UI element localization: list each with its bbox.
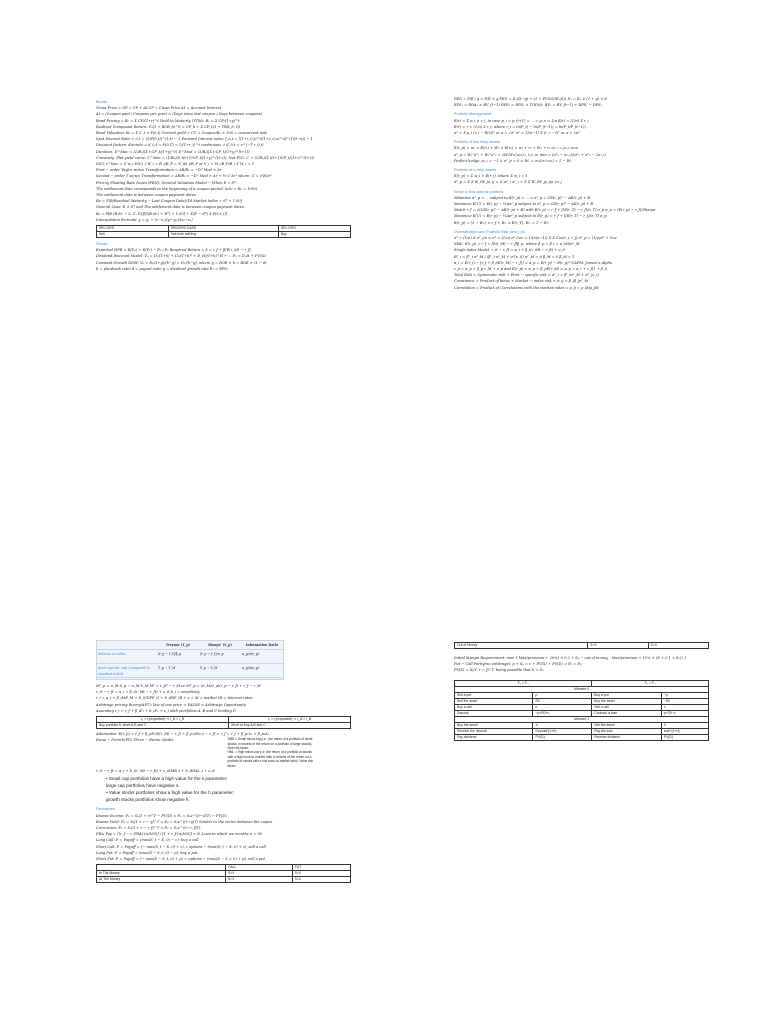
table-cell: Not both sell/buy xyxy=(169,232,279,238)
optimal-formulas xyxy=(454,195,709,226)
table-cell: S0 xyxy=(533,698,592,704)
n-asset-formulas xyxy=(454,173,709,185)
formula-line: Arbitrage pricing theory(APT): law of one price ⇒ FALSE ⇒ Arbitrage Opportunity xyxy=(96,702,246,707)
factor-notes xyxy=(227,737,317,768)
formula-line: Bo = F(B/Residual Maturity − Last Coupon Date)/Σd Market Index + S* + 1.00] xyxy=(96,199,243,204)
formula-line: PEG = P/E / g = P/E × g PEG = E₁/(k−g) + (1 + PVGO/(E₁/k)) D₁ = E₀ × (1 + g) × d xyxy=(454,97,607,101)
arbitrage-table xyxy=(96,716,351,729)
formula-line: Pricing Floating Rate Notes (FRN): General Valuation Model − When E = S*: xyxy=(96,180,238,185)
margin-parity-formulas xyxy=(454,655,709,674)
portfolio-heading: Portfolio Management xyxy=(454,112,492,117)
fama-french-equation: r_it − r_ft = α_i + b_i(r_Mt − r_ft) + s_iSMB_t + h_iHML_t + e_it xyxy=(96,769,215,774)
formula-line: PV(X) = X/(1 + r_f)^T, being possible that X = S₀ xyxy=(454,668,544,673)
formula-line: Constant Growth DDM: V₀ = D₀(1+g)/(k−g) = D₁/(k−g), where g = ROE × b = ROE × (1 − d) xyxy=(96,260,267,265)
formula-line: The settlement date is between coupon payment dates. xyxy=(96,193,197,198)
table-cell: Sell the asset xyxy=(592,722,662,728)
derivatives-formulas xyxy=(96,813,351,863)
bonds-heading: Bonds xyxy=(96,100,107,104)
table-header: Treynor (T_p) xyxy=(157,641,199,650)
table-cell: Pay the loan xyxy=(592,728,662,734)
formula-line: Single index Model: r_it − r_ft = α_i + β_i(r_Mt − r_ft) + e_it xyxy=(454,248,566,253)
table-cell: IRS-CIRS xyxy=(278,226,350,232)
formula-line: E(r) = Σ p_i × r_i, in case p_i = p_(i+1) = ... = p_n ⇒ 1/n E(r) = (1/n) Σ r_i xyxy=(454,118,589,123)
formula-line: Covariance = Product of betas × Market − index risk ⇒ σ_ij = β_iβ_jσ²_M xyxy=(454,279,589,284)
diversification-heading: Diversification and Portfolio Risk (ann.) (s) xyxy=(454,229,525,234)
page-bonds-stocks xyxy=(96,96,351,272)
formula-line: Known Yield: F₀ = S₀(1 + r − q)^T ⇒ F₀ = S₀e^((r−q)T) Similar to the series between the copies xyxy=(96,819,273,824)
table-cell: Relative to index xyxy=(97,650,157,664)
table-cell: S=X xyxy=(225,877,292,883)
formula-line: Second − order T series Transformation = ΔB/B₀ = −D^Mod × Δr + ½·C·Δr² where, C = ∂²B/∂r² xyxy=(96,174,272,179)
formula-line: Currencies: F₀ = S₀(1 + r − r_f)^T ⇒ F₀ = S₀e^((r−r_f)T) xyxy=(96,826,201,831)
formula-line: E(r_p) = w₁ × E(r₁) + W₂ × E(r₂) = w₁ + r₁ + W₂ + r₂ σ₁,₂ = ρ₁,₂ σ₁σ₂ xyxy=(454,146,579,151)
table-cell: Sell the asset xyxy=(455,698,533,704)
formula-line: Put − Call Parity(no arbitrage): p + S₀ = c + PV(X) + PV(D) ⇒ F₀ = F₀; xyxy=(454,662,583,667)
n-asset-heading: Portfolio of n risky assets xyxy=(454,168,497,173)
stocks-formulas xyxy=(96,247,351,272)
table-cell: Deposit xyxy=(455,710,533,716)
formula-line: α_i = E(r_i) − [r_f + β_i(E(r_M) − r_f)] ⇒ α_p = E(r_p) − E(r_p)^CAPM: Jensen's Alpha xyxy=(454,260,612,265)
table-header: Information Ratio xyxy=(241,641,283,650)
formula-line: E(r_p) = (1 − W₁) × r_f + W₁ × E(r_T), W₁ = 1 − W₂ xyxy=(454,220,549,225)
table-cell: Sell xyxy=(97,232,169,238)
table-cell: Receive dividend xyxy=(592,734,662,740)
table-cell: CALL xyxy=(225,865,292,871)
formula-line: E(r) = r = (1/n) Σ r_i, where r_i = ln(P_t) − ln(P_(t−1)) = ln(P_t/P_(t−1)) xyxy=(454,124,586,129)
diversification-formulas xyxy=(454,235,709,291)
table-cell: Buy a put xyxy=(592,692,662,698)
derivatives-heading: Derivatives xyxy=(96,807,115,812)
performance-measures-image xyxy=(96,640,284,680)
table-cell: PV(D) xyxy=(533,734,592,740)
formula-line: r_it − r_ft = α_i + β_i(r_Mt − r_ft) + e_it b_i = sensitivity xyxy=(96,690,200,695)
table-cell: −p+S0+c xyxy=(533,710,592,716)
table-cell: PV(D) xyxy=(661,734,708,740)
two-asset-heading: Portfolio of two risky assets xyxy=(454,140,501,145)
page-performance-derivatives xyxy=(96,640,351,885)
formula-line: Maximize E(U) = E(r_p) − ½Aσ²_p subject to σ²_p = CE(r_p)² − AE(r_p) + B xyxy=(454,202,594,207)
formula-line: FRA_Pay = [(r_f − r_FRA)·(n/360)] / [1 + r_f·(n/360)] × N_Loan in which we months n = 90 xyxy=(96,832,262,837)
table-header: Moment 0 xyxy=(455,686,709,692)
table-cell: X xyxy=(533,722,592,728)
table-cell: Deposit*(1+rf) xyxy=(533,728,592,734)
formula-line: Long Call: P = Payoff = (max(S_t − X, 0) − c); buy a call xyxy=(96,838,199,843)
moneyness-table xyxy=(96,864,351,883)
table-cell: In The Money xyxy=(97,871,226,877)
formula-line: Duration: D^Mac = (1/B₀)(Σ t·CF_t/(1+y)^t) D^Mod = (1/B₀)(Σ t·CF_t/(1+y)^(t+1)) xyxy=(96,149,250,154)
formula-line: General Case: E ≠ S* and The settlement date is between coupon payment dates. xyxy=(96,205,245,210)
table-header: F₀ < F₀ xyxy=(592,680,709,686)
optimal-heading: Steps to find optimal portfolio xyxy=(454,189,503,194)
two-asset-formulas xyxy=(454,145,709,164)
formula-line: Initial Margin Requirement: max { Max(premium + 20%) × 0.2 + S₀ − out of money ; Max(premium + 10% × (S + 0.1 × S₀)) } xyxy=(454,656,687,660)
table-row xyxy=(97,723,351,729)
formula-line: Minimize σ²_p = ... subject to E(r_p) = ... ⇒ σ²_p = CE(r_p)² − AE(r_p) + B xyxy=(454,195,590,200)
out-of-money-table xyxy=(454,642,709,649)
table-cell: Contract a loan xyxy=(592,710,662,716)
table-cell: IRS-CIRS xyxy=(97,226,169,232)
table-cell: (r̄_p − r̄_f)/β_p xyxy=(157,650,199,664)
formula-line: Interpolation Formula: y = y₁ + (x−x₁)(y₂−y₁)/(x₂−x₁) xyxy=(96,217,193,222)
formula-line: Discount factors: discrete = d_0,t = P(0,T) = 1/(1+r_t)^t continuous = d_0,t = e^(−T·r_0,t) xyxy=(96,143,264,148)
table-cell: At The Money xyxy=(97,877,226,883)
factor-bullets xyxy=(106,776,236,803)
page-options xyxy=(454,640,709,743)
table-cell: Short to buy A,B and C xyxy=(229,723,351,729)
formula-line: Gross Price = GP = CP + AI CP = Clean Price AI = Accrued Interest xyxy=(96,106,222,111)
table-cell: c xyxy=(661,704,708,710)
table-cell: −p xyxy=(661,692,708,698)
formula-line: Dividend Discount Model: V₀ = D₁/(1+k) + D₂/(1+k)² + D_H/(1+k)^H + ... P₀ = D₁/k + PVGO xyxy=(96,254,266,259)
formula-line: Known Income: F₀ = S₀(1 + r)^T − PV(D) ⇒ F₀ = S₀e^((r−d)T) − PV(D) xyxy=(96,813,227,818)
table-cell: S<X xyxy=(292,871,350,877)
formula-line: r_p = α_p + β_p r_M + e_p and E(r_p) = α_p + β_pE(r_M) ⇒ α_p = α_i + r_f(1 + β_i) xyxy=(454,267,608,272)
formula-line: EPS₁ = ROA₁ × BV_(t−1) DPS₁ = EPS₁ × TOD(t)₁ BV₁ = BV_(t−1) + EPS₁ − DPS₁ xyxy=(454,103,603,108)
formula-line: B₀ = F[B (B.M. − L. C. D)][(I(B.M.) + E*) + 1.00] + Σ(E − S*) Σ P(0,t_i)] xyxy=(96,211,228,216)
table-cell: S>X xyxy=(225,871,292,877)
stocks-heading: Stocks xyxy=(96,242,108,247)
table-cell: α_p/σ(e_p) xyxy=(241,664,283,678)
formula-line: σ² = (1/n) Σ σ²_i/n ⇒ σ² = (1/n) σ̄² Cov = 1/(n(n−1)) Σ Σ Cov(r_i, r_j) σ²_p = (1/n)σ̄² + Cov xyxy=(454,236,617,241)
fama-french-title: Fama − French(FF) Three − Factor Model xyxy=(96,738,174,743)
table-cell: loan*(1+rf) xyxy=(661,728,708,734)
apt-formulas xyxy=(96,683,351,714)
alternative-formula: Alternative: E(r_p) = r_f + β_pF₁(E(r_M) − r_f) + β_p₂(E(r₂) − r_f) ⇒ r_f = r_f + β_p₁λ₁ + β_p₂λ₂ xyxy=(96,732,269,737)
table-cell: S<X xyxy=(588,643,648,649)
table-header: Sharpe' (S_p) xyxy=(199,641,241,650)
table-header: r₁ > r₁(expected) ⇒ r_A > r_B xyxy=(229,717,351,723)
table-cell: Sell a call xyxy=(592,704,662,710)
table-header: Moment 1 xyxy=(455,716,709,722)
table-cell: p+S0−c xyxy=(661,710,708,716)
formula-line: D(C)_t^Mac = Σ w_i D(C)_i W_i = B_i/B_P = N_iB_i/B_P or V_i = W_iB_P/B_i Σ W_i = 1 xyxy=(96,162,255,167)
table-cell: −S0 xyxy=(661,698,708,704)
formula-line: Correlation = Product of Correlations with the market index ⇒ ρ_ij = ρ_iMρ_jM xyxy=(454,285,599,290)
portfolio-formulas xyxy=(454,118,709,137)
formula-line: R²_i = β²_i σ²_M / (β²_i σ²_M + σ²(e_i)) σ²_M = 0 β_M = 0 β_M = 1 xyxy=(454,254,575,259)
parity-arbitrage-table xyxy=(454,680,709,741)
formula-line: Bond Valuation: B₀ = Σ C_t × P(0,t) Current yield = CY = Coupon/B₀ × 100 = concurrent rate xyxy=(96,131,268,136)
table-cell: PUT xyxy=(292,865,350,871)
page-portfolio xyxy=(454,96,709,291)
table-cell: Pay dividend xyxy=(455,734,533,740)
formula-line: Realized Compound Return: V₀(1 + RCR_h)^h = CF_h + Σ CF_t(1 + TR(t_h, t)) xyxy=(96,124,241,129)
formula-line: Total Risk = Systematic risk + Firm − specific risk ⇒ σ²_i = β²_iσ²_M + σ²_(e_i) xyxy=(454,273,599,278)
bullet-item: • Small cap portfolios have a high value for the s parameter; large cap portfolios have negative s. xyxy=(106,776,236,790)
formula-line: Perfect hedge: ρ₁,₂ = −1 ⇒ σ²_p = 0 ⇒ W₁ = σ₂/(σ₁+σ₂) = 1 − W₂ xyxy=(454,158,572,163)
fama-french-block xyxy=(96,737,351,768)
table-cell: IRS/CIRS CASE xyxy=(169,226,279,232)
formula-line: Expected HPR = E(D₁) + E(P₁) − P₀ / P₀ Required Return = k = r_f + β(E(r_M) − r_f) xyxy=(96,248,251,253)
table-cell: c xyxy=(533,704,592,710)
formula-line: First − order Taylor series Transformation = ΔB/B₀ = −D^Mod × Δr xyxy=(96,168,222,173)
table-cell: T_p − T_M xyxy=(157,664,199,678)
table-cell: Out of Money xyxy=(455,643,588,649)
formula-line: σ² = Σ p_i (r_i − E(r))² or σ = √σ² σ² = 1/(n−1) Σ (r_i − r̄)² or σ = √σ² xyxy=(454,131,580,136)
hml-note: HML = High minus low (i.e. the return of a portfolio of stocks with a high book-to-market ratio in excess of the return on a portfolio of stocks with a low book-to-market ratio). Value risk factor. xyxy=(227,750,314,768)
table-cell: α_p/σ(e_p) xyxy=(241,650,283,664)
table-cell: Buy the asset xyxy=(455,722,533,728)
formula-line: b = plowback ratio d = payout ratio g = dividend growth rate E₁ = EPS₁ xyxy=(96,266,229,271)
peg-formulas xyxy=(454,96,709,108)
table-cell: S=X xyxy=(292,877,350,883)
table-row xyxy=(455,643,709,649)
formula-line: r_i = α_i + β_iMF_M + b_iGDPF_G + b_iIRF_IR + e_i, M = market IR = Interest rates xyxy=(96,696,253,701)
formula-line: The settlement date corresponds to the beginning of a coupon period, hcle ⇒ B₀ = 100% xyxy=(96,186,258,191)
bullet-item: • Value stocks portfolios show a high value for the h parameter; growth stocks portfolios show negative h. xyxy=(106,790,236,804)
table-cell: Buy xyxy=(278,232,350,238)
irs-table xyxy=(96,225,351,238)
table-cell: S_p − S_M xyxy=(199,664,241,678)
table-row xyxy=(455,734,709,740)
formula-line: σ²_p = W₁²σ²₁ + W₂²σ²₂ + 2W₁W₂Cov(r₁, r₂), w_min = (σ²₂ − σ₁,₂)/(σ²₁ + σ²₂ − 2σ₁,₂) xyxy=(454,152,606,157)
formula-line: Maximize E(U) = E(r_p) − ½Aσ²_p subject to E(r_p) = r_f + [(E(r_T) − r_f)/σ_T] σ_p xyxy=(454,214,607,219)
table-cell: Sell a put xyxy=(455,692,533,698)
table-cell: (r̄_p − r̄_f)/σ_p xyxy=(199,650,241,664)
formula-line: AI = (Coupon paid / Coupons per year) × (Days since last coupon / Days between coupons) xyxy=(96,112,262,117)
formula-line: Long Put: P = Payoff = (max(X − S_t, 0) − p); buy a put xyxy=(96,850,198,855)
smb-note: SMB = Small minus big (i.e., the return of a portfolio of small stocks, in excess of the return on a portfolio of large stocks). Size risk factor. xyxy=(227,737,313,751)
table-cell: X xyxy=(661,722,708,728)
table-header: r₁ < r₁(expected) ⇒ r_A < r_B xyxy=(97,717,229,723)
formula-line: M²_p = σ_M·S_p − σ_M·S_M M² = r_p* − r_M or M²_p = (σ_M/σ_p)(r_p − r_f) + r_f − r_M xyxy=(96,684,261,688)
table-header: F₀ > F₀ xyxy=(455,680,592,686)
table-cell: S>X xyxy=(648,643,708,649)
table-cell: Buy portfolio A, short A,B and C xyxy=(97,723,229,729)
table-row xyxy=(97,877,351,883)
formula-line: σ²_p = Σ Σ W_iW_jσ_ij = Σ w²_i σ²_i + Σ Σ W_iW_jρ_ijσ_iσ_j xyxy=(454,180,562,185)
table-cell: Buy the asset xyxy=(592,698,662,704)
formula-line: Spot Interest Rate: r_0,t = (1/P(0,t))^(1/t) − 1 Forward Interest rates: f_n,t = [(1+r_0,t)^t/(1+r_0,n)^n]^(1/(t−n)) − 1 xyxy=(96,137,313,142)
table-cell: p xyxy=(533,692,592,698)
table-cell: Receive the deposit xyxy=(455,728,533,734)
formula-line: Short Put: P = Payoff = (− max(X − S_t, 0) + p) = options ∼ (max(X − S_t, 0) + p); sell a put xyxy=(96,857,265,862)
formula-line: Assuming r_i = r_f + β_iF₁ + b_iF₂ + e_i with portfolios A, B and C lending D xyxy=(96,708,236,713)
formula-line: Short Call: P = Payoff = (− max(S_t − X, 0) + c) = options ∼ (max(S_t − X, 0) + c); sell a call xyxy=(96,844,266,849)
table-row xyxy=(97,232,351,238)
formula-line: SML: E(r_p) = r_f + [E(r_M) − r_f]β_p, where β_p = β_i = σ_iM/σ²_M xyxy=(454,242,580,247)
table-cell: Asset-specific risk (compared to standard index) xyxy=(97,664,157,678)
formula-line: E(r_p) = Σ w_i × E(r_i), where Σ w_i = 1 xyxy=(454,174,528,179)
formula-line: Convexity: Flat yield curve: C^Mac = (1/B₀)(Σ t(t+1)CF_t/(1+y)^(t+2)), Not FYC: C = (1/B₀)(Σ t(t+1)CF_t/(1+r)^(t+2)) xyxy=(96,155,315,160)
bonds-formulas xyxy=(96,105,351,223)
table-header xyxy=(97,641,157,650)
table-cell: Buy a call xyxy=(455,704,533,710)
formula-line: Match r_f = √(CE(r_p)² − AE(r_p) + B) with E(r_p) = r_f + [(E(r_T) − r_f)/σ_T] σ_p σ_p = (E(r_p) − r_f)/Sharpe xyxy=(454,208,656,213)
formula-line: Bond Pricing = B₀ = Σ CF/(1+r)^t Yield to Maturity (YTM): B₀ = Σ CF/(1+y)^t xyxy=(96,118,240,123)
